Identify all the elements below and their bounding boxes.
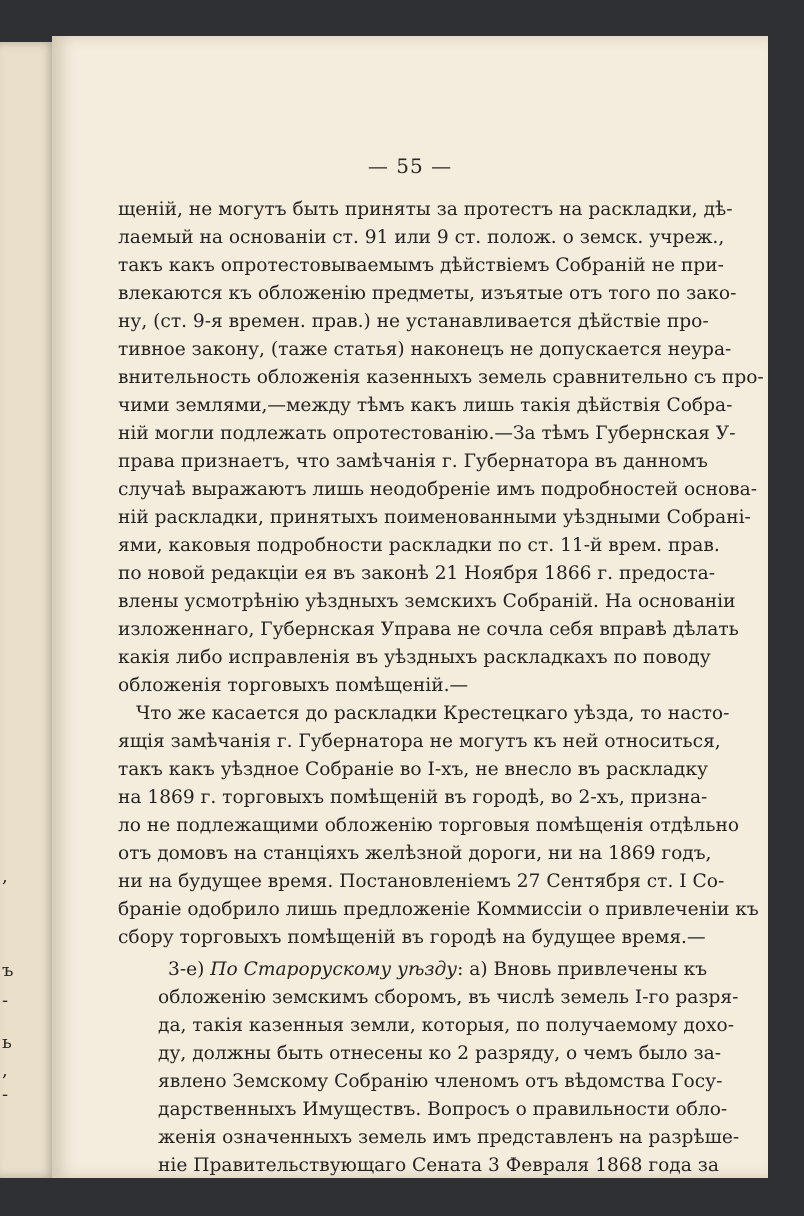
text-line: явлено Земскому Собранію членомъ отъ вѣдомства Госу-	[158, 1071, 723, 1092]
left-page-fragment: ь	[2, 1032, 12, 1053]
left-page-fragment: ъ	[2, 960, 14, 981]
text-line: влены усмотрѣнію уѣздныхъ земскихъ Собраній. На основаніи	[118, 591, 736, 612]
text-line: ну, (ст. 9-я времен. прав.) не устанавливается дѣйствіе про-	[118, 311, 709, 332]
section-number: 3-е)	[168, 959, 205, 980]
text-line: лаемый на основаніи ст. 91 или 9 ст. полож. о земск. учреж.,	[118, 227, 725, 248]
text-line: права признаетъ, что замѣчанія г. Губернатора въ данномъ	[118, 451, 708, 472]
left-page-fragment: -	[2, 1084, 9, 1105]
book-page	[52, 36, 768, 1178]
page-body-text	[52, 36, 768, 1178]
text-line: такъ какъ уѣздное Собраніе во I-хъ, не внесло въ раскладку	[118, 759, 708, 780]
text-line: обложенію земскимъ сборомъ, въ числѣ земель I-го разря-	[158, 987, 739, 1008]
text-line: ній раскладки, принятыхъ поименованными уѣздными Собрані-	[118, 507, 751, 528]
text-line: по новой редакціи ея въ законѣ 21 Ноября 1866 г. предоста-	[118, 563, 715, 584]
text-line: браніе одобрило лишь предложеніе Коммиссіи о привлеченіи къ	[118, 899, 759, 920]
text-line: случаѣ выражаютъ лишь неодобреніе имъ подробностей основа-	[118, 479, 757, 500]
text-line: влекаются къ обложенію предметы, изъятые отъ того по зако-	[118, 283, 737, 304]
text-line: на 1869 г. торговыхъ помѣщеній въ городѣ, во 2-хъ, призна-	[118, 787, 708, 808]
text-line: тивное закону, (таже статья) наконецъ не допускается неура-	[118, 339, 732, 360]
text-line: ло не подлежащими обложенію торговыя помѣщенія отдѣльно	[118, 815, 740, 836]
text-line: обложенія торговыхъ помѣщеній.—	[118, 675, 469, 696]
text-line: внительность обложенія казенныхъ земель сравнительно съ про-	[118, 367, 764, 388]
text-line: да, такія казенныя земли, которыя, по получаемому дохо-	[158, 1015, 734, 1036]
text-line: ями, каковыя подробности раскладки по ст. 11-й врем. прав.	[118, 535, 720, 556]
text-line: ду, должны быть отнесены ко 2 разряду, о чемъ было за-	[158, 1043, 722, 1064]
left-page-fragment: ,	[2, 866, 8, 887]
section-title: По Старорускому уѣзду	[210, 959, 458, 980]
text-line: щеній, не могутъ быть приняты за протестъ на раскладки, дѣ-	[118, 199, 733, 220]
text-line: сбору торговыхъ помѣщеній въ городѣ на будущее время.—	[118, 927, 706, 948]
left-page-fragment: -	[2, 990, 9, 1011]
text-line: ніе Правительствующаго Сената 3 Февраля 1868 года за	[158, 1155, 719, 1176]
text-line: отъ домовъ на станціяхъ желѣзной дороги, ни на 1869 годъ,	[118, 843, 712, 864]
text-line: такъ какъ опротестовываемымъ дѣйствіемъ Собраній не при-	[118, 255, 724, 276]
text-line: какія либо исправленія въ уѣздныхъ раскладкахъ по поводу	[118, 647, 711, 668]
text-line: Что же касается до раскладки Крестецкаго уѣзда, то насто-	[136, 703, 730, 724]
section-heading-rest: : а) Вновь привлечены къ	[457, 959, 708, 980]
text-line: женія означенныхъ земель имъ представленъ на разрѣше-	[158, 1127, 740, 1148]
left-page-edge	[0, 42, 56, 1178]
text-line: ній могли подлежать опротестованію.—За тѣмъ Губернская У-	[118, 423, 736, 444]
section-heading-line	[168, 958, 707, 982]
page-number: — 55 —	[367, 154, 453, 178]
text-line: дарственныхъ Имуществъ. Вопросъ о правильности обло-	[158, 1099, 728, 1120]
text-line: ни на будущее время. Постановленіемъ 27 Сентября ст. I Со-	[118, 871, 725, 892]
text-line: чими землями,—между тѣмъ какъ лишь такія дѣйствія Собра-	[118, 395, 733, 416]
text-line: ящія замѣчанія г. Губернатора не могутъ къ ней относиться,	[118, 731, 721, 752]
text-line: изложеннаго, Губернская Управа не сочла себя вправѣ дѣлать	[118, 619, 739, 640]
left-page-fragment: ,	[2, 1060, 8, 1081]
